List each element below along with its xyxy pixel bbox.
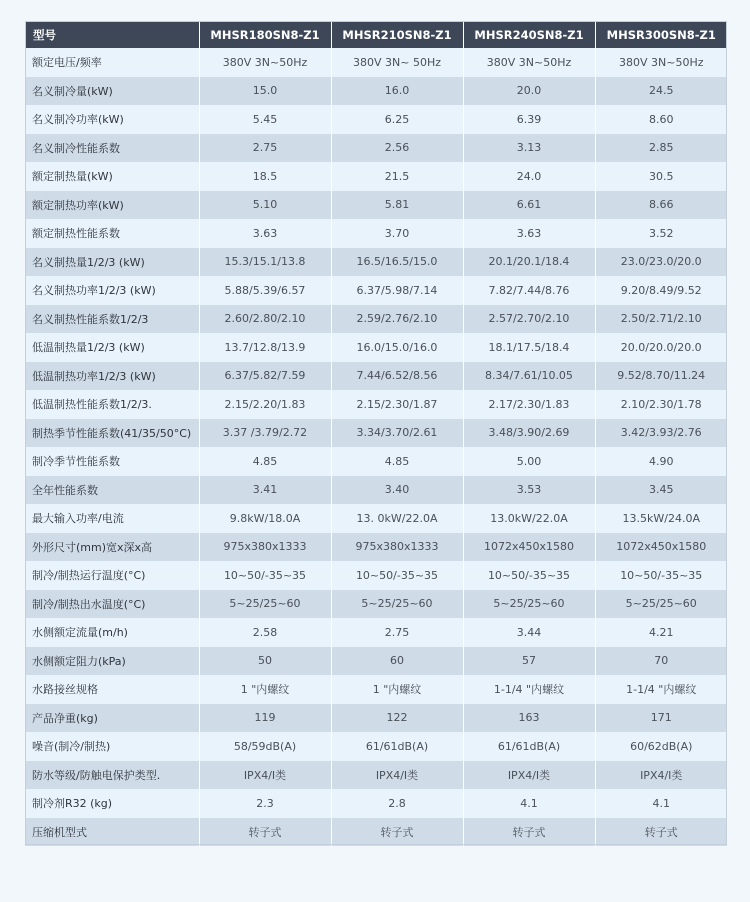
cell-value: 6.37/5.98/7.14 [331, 276, 463, 305]
table-row [25, 248, 727, 277]
cell-value: 380V 3N~50Hz [595, 48, 727, 77]
cell-value: 2.3 [199, 789, 331, 818]
cell-value: 70 [595, 647, 727, 676]
row-label: 外形尺寸(mm)宽x深x高 [25, 533, 199, 562]
cell-value: 1072x450x1580 [463, 533, 595, 562]
cell-value: 3.52 [595, 219, 727, 248]
cell-value: 61/61dB(A) [463, 732, 595, 761]
table-row [25, 732, 727, 761]
cell-value: 61/61dB(A) [331, 732, 463, 761]
cell-value: 3.44 [463, 618, 595, 647]
cell-value: 2.56 [331, 134, 463, 163]
cell-value: 16.0 [331, 77, 463, 106]
cell-value: 10~50/-35~35 [331, 561, 463, 590]
cell-value: 15.0 [199, 77, 331, 106]
table-row [25, 476, 727, 505]
cell-value: 8.34/7.61/10.05 [463, 362, 595, 391]
row-label: 防水等级/防触电保护类型. [25, 761, 199, 790]
cell-value: 30.5 [595, 162, 727, 191]
header-label: 型号 [25, 21, 199, 48]
row-label: 低温制热功率1/2/3 (kW) [25, 362, 199, 391]
row-label: 名义制热量1/2/3 (kW) [25, 248, 199, 277]
row-label: 名义制热性能系数1/2/3 [25, 305, 199, 334]
cell-value: 975x380x1333 [199, 533, 331, 562]
row-label: 名义制冷功率(kW) [25, 105, 199, 134]
cell-value: 13.0kW/22.0A [463, 504, 595, 533]
cell-value: 60/62dB(A) [595, 732, 727, 761]
cell-value: 2.15/2.30/1.87 [331, 390, 463, 419]
row-label: 制冷剂R32 (kg) [25, 789, 199, 818]
row-label: 水路接丝规格 [25, 675, 199, 704]
cell-value: 6.39 [463, 105, 595, 134]
cell-value: 58/59dB(A) [199, 732, 331, 761]
table-row [25, 48, 727, 77]
cell-value: 5~25/25~60 [595, 590, 727, 619]
cell-value: 16.5/16.5/15.0 [331, 248, 463, 277]
cell-value: 4.90 [595, 447, 727, 476]
cell-value: 380V 3N~50Hz [199, 48, 331, 77]
cell-value: 5.88/5.39/6.57 [199, 276, 331, 305]
cell-value: 50 [199, 647, 331, 676]
cell-value: 6.37/5.82/7.59 [199, 362, 331, 391]
row-label: 额定制热性能系数 [25, 219, 199, 248]
row-label: 水侧额定阻力(kPa) [25, 647, 199, 676]
cell-value: 3.42/3.93/2.76 [595, 419, 727, 448]
row-label: 全年性能系数 [25, 476, 199, 505]
cell-value: 2.75 [199, 134, 331, 163]
cell-value: 2.57/2.70/2.10 [463, 305, 595, 334]
cell-value: 5~25/25~60 [331, 590, 463, 619]
cell-value: 8.66 [595, 191, 727, 220]
cell-value: 3.70 [331, 219, 463, 248]
table-row [25, 105, 727, 134]
model-header: MHSR180SN8-Z1 [199, 21, 331, 48]
cell-value: 7.44/6.52/8.56 [331, 362, 463, 391]
table-row [25, 162, 727, 191]
cell-value: 3.48/3.90/2.69 [463, 419, 595, 448]
cell-value: 2.85 [595, 134, 727, 163]
cell-value: 3.63 [463, 219, 595, 248]
row-label: 额定制热功率(kW) [25, 191, 199, 220]
model-header: MHSR210SN8-Z1 [331, 21, 463, 48]
row-label: 名义制热功率1/2/3 (kW) [25, 276, 199, 305]
spec-table [25, 21, 727, 846]
spec-body [25, 48, 727, 846]
cell-value: 4.21 [595, 618, 727, 647]
cell-value: 5.45 [199, 105, 331, 134]
cell-value: 15.3/15.1/13.8 [199, 248, 331, 277]
cell-value: 10~50/-35~35 [463, 561, 595, 590]
cell-value: 20.1/20.1/18.4 [463, 248, 595, 277]
cell-value: 2.75 [331, 618, 463, 647]
cell-value: 24.0 [463, 162, 595, 191]
cell-value: 16.0/15.0/16.0 [331, 333, 463, 362]
cell-value: 7.82/7.44/8.76 [463, 276, 595, 305]
cell-value: 3.41 [199, 476, 331, 505]
row-label: 制热季节性能系数(41/35/50°C) [25, 419, 199, 448]
table-row [25, 647, 727, 676]
cell-value: 10~50/-35~35 [595, 561, 727, 590]
row-label: 额定电压/频率 [25, 48, 199, 77]
cell-value: 23.0/23.0/20.0 [595, 248, 727, 277]
cell-value: 1 "内螺纹 [331, 675, 463, 704]
table-row [25, 704, 727, 733]
row-label: 制冷/制热出水温度(°C) [25, 590, 199, 619]
cell-value: 2.10/2.30/1.78 [595, 390, 727, 419]
cell-value: 8.60 [595, 105, 727, 134]
cell-value: 9.8kW/18.0A [199, 504, 331, 533]
cell-value: 21.5 [331, 162, 463, 191]
table-row [25, 789, 727, 818]
cell-value: 2.50/2.71/2.10 [595, 305, 727, 334]
cell-value: 9.52/8.70/11.24 [595, 362, 727, 391]
table-row [25, 390, 727, 419]
table-row [25, 533, 727, 562]
cell-value: 2.15/2.20/1.83 [199, 390, 331, 419]
cell-value: 380V 3N~ 50Hz [331, 48, 463, 77]
table-row [25, 219, 727, 248]
cell-value: 转子式 [463, 818, 595, 847]
table-row [25, 561, 727, 590]
row-label: 名义制冷量(kW) [25, 77, 199, 106]
cell-value: 转子式 [199, 818, 331, 847]
cell-value: 3.13 [463, 134, 595, 163]
cell-value: 2.60/2.80/2.10 [199, 305, 331, 334]
cell-value: 1-1/4 "内螺纹 [595, 675, 727, 704]
cell-value: IPX4/I类 [595, 761, 727, 790]
cell-value: 6.25 [331, 105, 463, 134]
cell-value: 1 "内螺纹 [199, 675, 331, 704]
table-row [25, 362, 727, 391]
cell-value: 163 [463, 704, 595, 733]
cell-value: 13. 0kW/22.0A [331, 504, 463, 533]
cell-value: 2.8 [331, 789, 463, 818]
header-row [25, 21, 727, 48]
cell-value: 4.85 [199, 447, 331, 476]
cell-value: 3.63 [199, 219, 331, 248]
cell-value: 4.1 [463, 789, 595, 818]
table-row [25, 305, 727, 334]
cell-value: IPX4/I类 [463, 761, 595, 790]
row-label: 制冷季节性能系数 [25, 447, 199, 476]
cell-value: 4.1 [595, 789, 727, 818]
cell-value: 转子式 [595, 818, 727, 847]
cell-value: 2.58 [199, 618, 331, 647]
cell-value: 20.0 [463, 77, 595, 106]
cell-value: 10~50/-35~35 [199, 561, 331, 590]
cell-value: 119 [199, 704, 331, 733]
cell-value: IPX4/I类 [199, 761, 331, 790]
cell-value: 380V 3N~50Hz [463, 48, 595, 77]
cell-value: 20.0/20.0/20.0 [595, 333, 727, 362]
table-row [25, 77, 727, 106]
row-label: 水侧额定流量(m/h) [25, 618, 199, 647]
cell-value: 18.1/17.5/18.4 [463, 333, 595, 362]
table-row [25, 191, 727, 220]
cell-value: 60 [331, 647, 463, 676]
row-label: 低温制热性能系数1/2/3. [25, 390, 199, 419]
cell-value: 57 [463, 647, 595, 676]
cell-value: 122 [331, 704, 463, 733]
cell-value: 6.61 [463, 191, 595, 220]
table-row [25, 447, 727, 476]
cell-value: 4.85 [331, 447, 463, 476]
table-row [25, 618, 727, 647]
row-label: 名义制冷性能系数 [25, 134, 199, 163]
cell-value: 171 [595, 704, 727, 733]
cell-value: 1072x450x1580 [595, 533, 727, 562]
cell-value: 5~25/25~60 [463, 590, 595, 619]
row-label: 制冷/制热运行温度(°C) [25, 561, 199, 590]
cell-value: 2.59/2.76/2.10 [331, 305, 463, 334]
table-row [25, 276, 727, 305]
row-label: 低温制热量1/2/3 (kW) [25, 333, 199, 362]
row-label: 最大输入功率/电流 [25, 504, 199, 533]
cell-value: 13.7/12.8/13.9 [199, 333, 331, 362]
cell-value: 5.00 [463, 447, 595, 476]
model-header: MHSR300SN8-Z1 [595, 21, 727, 48]
cell-value: 3.34/3.70/2.61 [331, 419, 463, 448]
cell-value: 13.5kW/24.0A [595, 504, 727, 533]
table-row [25, 134, 727, 163]
cell-value: 3.45 [595, 476, 727, 505]
table-row [25, 333, 727, 362]
row-label: 额定制热量(kW) [25, 162, 199, 191]
cell-value: 3.37 /3.79/2.72 [199, 419, 331, 448]
cell-value: 3.40 [331, 476, 463, 505]
row-label: 产品净重(kg) [25, 704, 199, 733]
row-label: 压缩机型式 [25, 818, 199, 847]
table-row [25, 675, 727, 704]
table-row [25, 818, 727, 847]
model-header: MHSR240SN8-Z1 [463, 21, 595, 48]
cell-value: 1-1/4 "内螺纹 [463, 675, 595, 704]
cell-value: 转子式 [331, 818, 463, 847]
cell-value: 24.5 [595, 77, 727, 106]
table-row [25, 504, 727, 533]
row-label: 噪音(制冷/制热) [25, 732, 199, 761]
cell-value: 9.20/8.49/9.52 [595, 276, 727, 305]
cell-value: 5~25/25~60 [199, 590, 331, 619]
table-row [25, 761, 727, 790]
cell-value: IPX4/I类 [331, 761, 463, 790]
table-row [25, 590, 727, 619]
cell-value: 5.10 [199, 191, 331, 220]
cell-value: 5.81 [331, 191, 463, 220]
cell-value: 2.17/2.30/1.83 [463, 390, 595, 419]
table-row [25, 419, 727, 448]
cell-value: 3.53 [463, 476, 595, 505]
cell-value: 975x380x1333 [331, 533, 463, 562]
cell-value: 18.5 [199, 162, 331, 191]
